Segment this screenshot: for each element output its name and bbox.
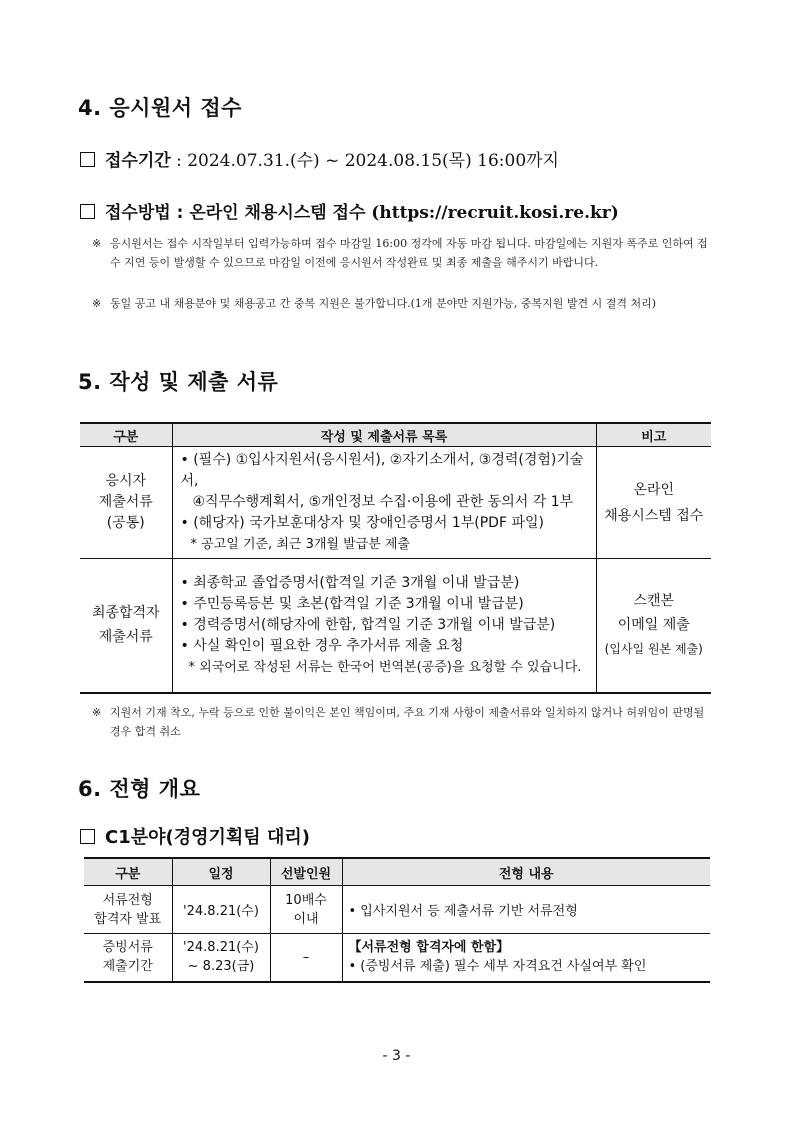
period-label: 접수기간 xyxy=(105,151,171,171)
note-mark: ※ xyxy=(92,297,102,310)
section-5-title: 5. 작성 및 제출 서류 xyxy=(78,370,279,394)
row-category: 최종합격자 제출서류 xyxy=(80,559,172,693)
table-row xyxy=(84,886,710,934)
row-content: 【서류전형 합격자에 한함】 • (증빙서류 제출) 필수 세부 자격요건 사실여부 확인 xyxy=(342,934,710,982)
row-date: '24.8.21(수) xyxy=(172,886,270,934)
row-content: • 입사지원서 등 제출서류 기반 서류전형 xyxy=(342,886,710,934)
period-value: : 2024.07.31.(수) ~ 2024.08.15(목) 16:00까지 xyxy=(170,151,559,171)
note-text: 지원서 기재 착오, 누락 등으로 인한 불이익은 본인 책임이며, 주요 기재 사항이 제출서류와 일치하지 않거나 허위임이 판명될 경우 합격 취소 xyxy=(110,706,705,738)
row-category: 서류전형 합격자 발표 xyxy=(84,886,172,934)
table-row xyxy=(84,934,710,982)
row-count: – xyxy=(270,934,342,982)
period-line xyxy=(80,146,559,171)
table-row xyxy=(80,447,711,559)
note-3 xyxy=(92,703,712,741)
table-row xyxy=(80,559,711,693)
checkbox-icon xyxy=(80,829,95,844)
section-4-title: 4. 응시원서 접수 xyxy=(78,96,242,120)
section-6-title: 6. 전형 개요 xyxy=(78,777,201,801)
row-note: 온라인 채용시스템 접수 xyxy=(596,447,711,559)
row-items: • 최종학교 졸업증명서(합격일 기준 3개월 이내 발급분) • 주민등록등본 및 초본(합격일 기준 3개월 이내 발급분) • 경력증명서(해당자에 한함, 합격일 기준 3개월 이내 발급분) • 사실 확인이 필요한 경우 추가서류 제출 요청 * 외국어로 작성된 서류는 한국어 번역본(공증)을 요청할 수 있습니다. xyxy=(172,559,596,693)
note-mark: ※ xyxy=(92,706,102,719)
row-count: 10배수 이내 xyxy=(270,886,342,934)
row-date: '24.8.21(수) ~ 8.23(금) xyxy=(172,934,270,982)
note-2 xyxy=(92,294,712,313)
checkbox-icon xyxy=(80,204,95,219)
row-items: • (필수) ①입사지원서(응시원서), ②자기소개서, ③경력(경험)기술서, ④직무수행계획서, ⑤개인정보 수집·이용에 관한 동의서 각 1부 • (해당자) 국가보훈대상자 및 장애인증명서 1부(PDF 파일) * 공고일 기준, 최근 3개월 발급분 제출 xyxy=(172,447,596,559)
method-label: 접수방법 : 온라인 채용시스템 접수 xyxy=(105,203,366,223)
header-note: 비고 xyxy=(596,423,711,447)
row-category: 응시자 제출서류 (공통) xyxy=(80,447,172,559)
header-count: 선발인원 xyxy=(270,858,342,886)
header-content: 전형 내용 xyxy=(342,858,710,886)
header-date: 일정 xyxy=(172,858,270,886)
note-1 xyxy=(92,234,712,272)
header-category: 구분 xyxy=(80,423,172,447)
checkbox-icon xyxy=(80,152,95,167)
method-line xyxy=(80,198,619,223)
note-text: 응시원서는 접수 시작일부터 입력가능하며 접수 마감일 16:00 정각에 자동 마감 됩니다. 마감일에는 지원자 폭주로 인하여 접수 지연 등이 발생할 수 있으므로 마감일 이전에 응시원서 작성완료 및 최종 제출을 해주시기 바랍니다. xyxy=(110,237,708,269)
page-number: - 3 - xyxy=(382,1048,411,1064)
note-mark: ※ xyxy=(92,237,102,250)
row-category: 증빙서류 제출기간 xyxy=(84,934,172,982)
method-url: (https://recruit.kosi.re.kr) xyxy=(365,203,619,223)
row-note: 스캔본 이메일 제출 (입사일 원본 제출) xyxy=(596,559,711,693)
selection-table xyxy=(84,857,710,983)
subsection-title: C1분야(경영기획팀 대리) xyxy=(80,823,310,849)
header-category: 구분 xyxy=(84,858,172,886)
note-text: 동일 공고 내 채용분야 및 채용공고 간 중복 지원은 불가합니다.(1개 분야만 지원가능, 중복지원 발견 시 결격 처리) xyxy=(110,297,657,310)
header-list: 작성 및 제출서류 목록 xyxy=(172,423,596,447)
documents-table xyxy=(80,422,711,694)
